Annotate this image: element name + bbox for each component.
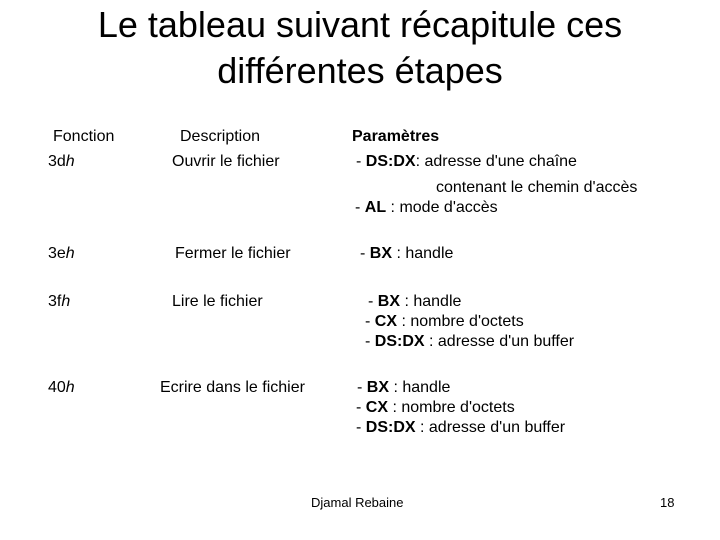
header-fonction: Fonction [53,128,115,145]
param-text: adresse d'un buffer [437,333,575,350]
table-row-2-param-1 [360,244,453,264]
table-row-3-param-2 [365,312,524,332]
param-register: DS:DX [374,333,425,350]
table-row-1-description: Ouvrir le fichier [172,153,280,170]
param-register: CX [374,313,398,330]
slide-title-line-2: différentes étapes [217,50,503,91]
param-text: handle [413,293,462,310]
hex-suffix: h [65,379,75,396]
header-parametres: Paramètres [352,128,440,145]
param-separator: : [424,333,438,350]
param-text: adresse d'une chaîne [424,153,577,170]
param-dash: - [356,419,366,436]
table-row-3-code [48,292,70,312]
table-row-3-param-3 [365,332,574,352]
table-row-1-param-2: contenant le chemin d'accès [436,179,638,196]
table-row-1-code [48,152,75,172]
footer-page-number: 18 [660,495,675,510]
function-code: 40 [48,379,66,396]
footer-author: Djamal Rebaine [311,495,404,510]
table-row-1-param-3 [355,198,498,218]
table-row-3-description: Lire le fichier [172,293,263,310]
param-register: AL [364,199,387,216]
param-dash: - [368,293,378,310]
param-separator: : [415,153,425,170]
param-dash: - [360,245,370,262]
function-code: 3d [48,153,66,170]
table-row-2-description: Fermer le fichier [175,245,291,262]
hex-suffix: h [61,293,71,310]
slide-title [0,2,720,94]
table-row-3-param-1 [368,292,461,312]
param-register: CX [365,399,389,416]
table-row-2-code [48,244,75,264]
param-text: handle [405,245,454,262]
table-row-4-param-2 [356,398,515,418]
slide-title-line-1: Le tableau suivant récapitule ces [97,4,623,45]
param-separator: : [415,419,429,436]
param-register: BX [377,293,401,310]
table-row-4-param-3 [356,418,565,438]
param-register: DS:DX [365,153,416,170]
function-code: 3e [48,245,66,262]
param-text: adresse d'un buffer [428,419,566,436]
param-separator: : [389,379,403,396]
param-dash: - [355,199,365,216]
param-register: BX [366,379,390,396]
param-register: BX [369,245,393,262]
param-dash: - [357,379,367,396]
hex-suffix: h [65,245,75,262]
param-register: DS:DX [365,419,416,436]
param-separator: : [388,399,402,416]
param-separator: : [397,313,411,330]
table-row-4-code [48,378,75,398]
param-dash: - [365,333,375,350]
table-row-4-description: Ecrire dans le fichier [160,379,305,396]
param-text: nombre d'octets [410,313,524,330]
param-text: mode d'accès [399,199,498,216]
param-separator: : [386,199,400,216]
param-dash: - [356,153,366,170]
param-separator: : [392,245,406,262]
param-dash: - [365,313,375,330]
param-text: handle [402,379,451,396]
table-row-1-param-1 [356,152,577,172]
param-text: nombre d'octets [401,399,515,416]
function-code: 3f [48,293,62,310]
header-description: Description [180,128,261,145]
param-separator: : [400,293,414,310]
param-dash: - [356,399,366,416]
table-row-4-param-1 [357,378,450,398]
hex-suffix: h [65,153,75,170]
